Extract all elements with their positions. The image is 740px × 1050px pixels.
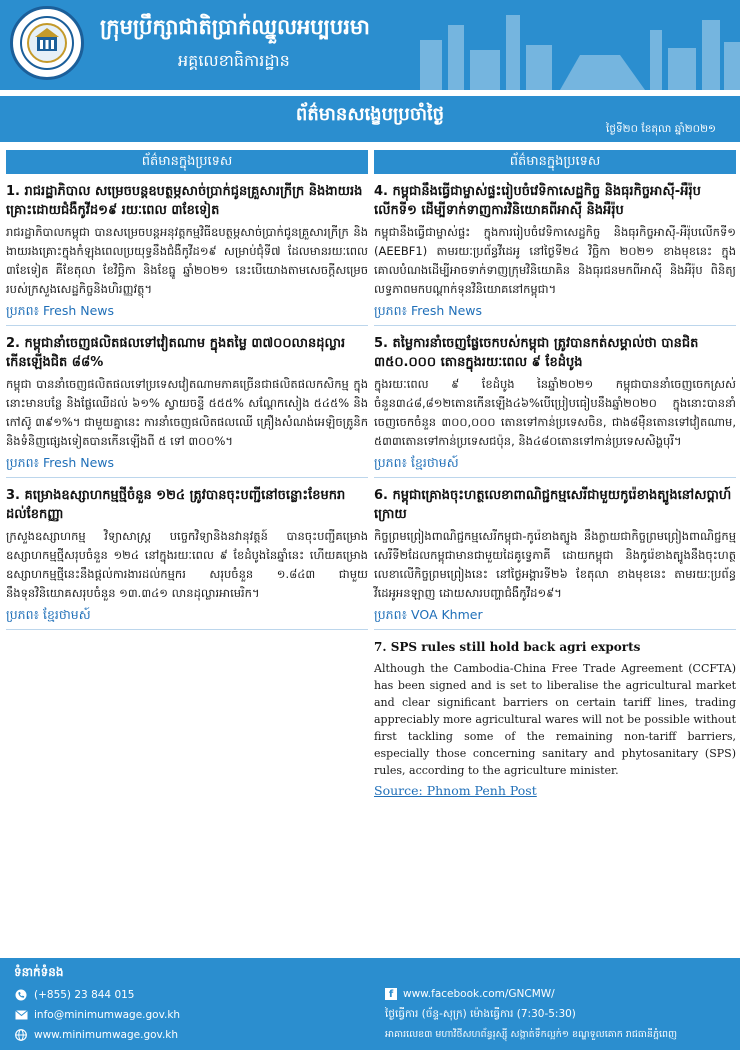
facebook-icon: f	[385, 988, 397, 1000]
article-source-link[interactable]: ប្រភព៖ VOA Khmer	[374, 607, 736, 630]
facebook-contact	[385, 988, 555, 1000]
source-link-text[interactable]: Source: Phnom Penh Post	[374, 783, 537, 798]
news-article	[374, 334, 736, 478]
article-source-link[interactable]: ប្រភព៖ ខ្មែរថាមស៍	[6, 607, 368, 630]
email-icon	[14, 1008, 28, 1022]
article-title: 7. SPS rules still hold back agri exports	[374, 640, 641, 654]
column-heading: ព័ត៌មានក្នុងប្រទេស	[6, 150, 368, 174]
org-subtitle: អគ្គលេខាធិការដ្ឋាន	[178, 51, 290, 70]
article-title: 5. តម្លៃការនាំចេញផ្លែចេកបស់កម្ពុជា ត្រូវបានកត់សម្គាល់ថា បានជិត ៣៥០.០០០ តោនក្នុងរយៈពេល ៩ ខែដំបូង	[374, 336, 699, 370]
news-article	[374, 486, 736, 630]
phone-contact	[14, 988, 135, 1002]
article-title: 3. គម្រោងឧស្សាហកម្មថ្មីចំនួន ១២៤ ត្រូវបានចុះបញ្ជីនៅចន្លោះខែមករា ដល់ខែកញ្ញា	[6, 488, 346, 522]
article-body: Although the Cambodia-China Free Trade Agreement (CCFTA) has been signed and is set to liberalise the agricultural market and clear significant barriers on certain tariff lines, trading appreciably more agricultural wares will not be possible without first tackling some of the remaining non-tariff barriers, especially those concerning sanitary and phytosanitary (SPS) rules, according to the agriculture minister.	[374, 662, 736, 777]
email-address[interactable]: info@minimumwage.gov.kh	[34, 1009, 181, 1021]
phone-number[interactable]: (+855) 23 844 015	[34, 989, 135, 1001]
ministry-logo	[10, 6, 84, 80]
news-article	[6, 486, 368, 630]
globe-icon	[14, 1028, 28, 1042]
working-hours	[385, 1008, 576, 1023]
article-title: 2. កម្ពុជានាំចេញផលិតផលទៅវៀតណាម ក្នុងតម្លៃ ៣៧០០លានដុល្លារ កើនឡើងជិត ៨៨%	[6, 336, 346, 370]
article-body: ក្រសួងឧស្សាហកម្ម វិទ្យាសាស្ត្រ បច្ចេកវិទ្យានិងនវានុវត្តន៍ បានចុះបញ្ជីគម្រោងឧស្សាហកម្មថ្មីសរុបចំនួន ១២៤ នៅក្នុងរយៈពេល ៩ ខែដំបូងនៃឆ្នាំនេះ ហើយគម្រោងឧស្សាហកម្មថ្មីនេះនឹងផ្តល់ការងារដល់កម្មករ សរុបចំនួន ១.៨៤៣ ជាមួយនឹងទុនវិនិយោគសរុបចំនួន ១៣.៣៤១ លានដុល្លារអាមេរិក។	[6, 529, 368, 600]
news-article	[374, 182, 736, 326]
header	[0, 0, 740, 90]
article-title: 1. រាជរដ្ឋាភិបាល សម្រេចបន្តឧបត្ថម្ភសាច់ប្រាក់ជូនគ្រួសារក្រីក្រ និងងាយរងគ្រោះដោយជំងឺកូវីដ១៩ រយៈពេល ៣ខែទៀត	[6, 184, 363, 218]
phone-icon	[14, 988, 28, 1002]
news-article	[6, 334, 368, 478]
article-title: 6. កម្ពុជាគ្រោងចុះហត្ថលេខាពាណិជ្ជកម្មសេរីជាមួយកូរ៉េខាងត្បូងនៅសប្តាហ៍ក្រោយ	[374, 488, 732, 522]
article-body: កម្ពុជានឹងធ្វើជាម្ចាស់ផ្ទះ ក្នុងការរៀបចំវេទិកាសេដ្ឋកិច្ច និងធុរកិច្ចអាស៊ី-អឺរ៉ុបលើកទី១ (AEEBF1) តាមរយៈប្រព័ន្ធវីដេអូ នៅថ្ងៃទី២៤ វិច្ឆិកា ២០២១ ខាងមុខនេះ ក្នុងគោលបំណងដើម្បីអាចទាក់ទាញក្រុមវិនិយោគិន និងធុរជនមកពីអាស៊ី និងអឺរ៉ុប ពិនិត្យលទ្ធភាពមកបណ្តាក់ទុនវិនិយោគនៅកម្ពុជា។	[374, 225, 736, 296]
article-source-link[interactable]: ប្រភព៖ Fresh News	[6, 455, 368, 478]
banner	[0, 96, 740, 142]
bulletin-title: ព័ត៌មានសង្ខេបប្រចាំថ្ងៃ	[295, 104, 445, 125]
right-column	[374, 150, 736, 809]
column-heading: ព័ត៌មានក្នុងប្រទេស	[374, 150, 736, 174]
contact-heading: ទំនាក់ទំនង	[14, 965, 64, 979]
office-address-text: អាគារលេខ៣ មហាវិថីសហព័ន្ធរុស្ស៊ី សង្កាត់ទឹកល្អក់១ ខណ្ឌទួលគោក រាជធានីភ្នំពេញ	[385, 1029, 678, 1040]
article-source-link[interactable]: ប្រភព៖ Fresh News	[6, 303, 368, 326]
article-source-link[interactable]: ប្រភព៖ ខ្មែរថាមស៍	[374, 455, 736, 478]
office-address	[385, 1028, 677, 1042]
article-source-link[interactable]: ប្រភព៖ Fresh News	[374, 303, 736, 326]
left-column	[6, 150, 368, 638]
footer	[0, 958, 740, 1050]
website-contact	[14, 1028, 178, 1042]
article-source-link[interactable]	[374, 783, 736, 801]
article-title: 4. កម្ពុជានឹងធ្វើជាម្ចាស់ផ្ទះរៀបចំវេទិកាសេដ្ឋកិច្ច និងធុរកិច្ចអាស៊ី-អឺរ៉ុបលើកទី១ ដើម្បីទាក់ទាញការវិនិយោគពីអាស៊ី និងអឺរ៉ុប	[374, 184, 701, 218]
news-article	[374, 638, 736, 801]
article-body: ក្នុងរយៈពេល ៩ ខែដំបូង នៃឆ្នាំ២០២១ កម្ពុជាបាននាំចេញចេកស្រស់ចំនួន៣៤៨,៨១២តោនកើនឡើង៤៦%បើប្រៀបធៀបនឹងឆ្នាំ២០២០ ក្នុងនោះបាននាំចេញចេកចំនួន ៣០០,០០០ តោនទៅកាន់ប្រទេសចិន, ជាង៨ម៉ឺនតោនទៅវៀតណាម, ៥៣៣តោនទៅកាន់ប្រទេសជប៉ុន, និង៤៨០តោនទៅកាន់ប្រទេសសិង្ហបុរី។	[374, 377, 736, 448]
article-body: រាជរដ្ឋាភិបាលកម្ពុជា បានសម្រេចបន្តអនុវត្តកម្មវិធីឧបត្ថម្ភសាច់ប្រាក់ជូនគ្រួសារក្រីក្រ និងងាយរងគ្រោះក្នុងកំឡុងពេលប្រយុទ្ធនឹងជំងឺកូវីដ១៩ សម្រាប់ជុំទី៧ ដែលមានរយៈពេល ៣ខែទៀត គឺខែតុលា ខែវិច្ឆិកា និងខែធ្នូ ឆ្នាំ២០២១ នេះបើយោងតាមសេចក្តីសម្រេចរបស់ក្រសួងសេដ្ឋកិច្ចនិងហិរញ្ញវត្ថុ។	[6, 225, 368, 296]
email-contact	[14, 1008, 180, 1022]
working-hours-text: ថ្ងៃធ្វើការ (ច័ន្ទ-សុក្រ) ម៉ោងធ្វើការ (7:30-5:30)	[385, 1008, 576, 1020]
article-body: កិច្ចព្រមព្រៀងពាណិជ្ជកម្មសេរីកម្ពុជា-កូរ៉េខាងត្បូង នឹងក្លាយជាកិច្ចព្រមព្រៀងពាណិជ្ជកម្មសេរីទី២ដែលកម្ពុជាមានជាមួយដៃគូទ្វេភាគី ដោយកម្ពុជា និងកូរ៉េខាងត្បូងនឹងចុះហត្ថលេខាលើកិច្ចព្រមព្រៀងនេះ នៅថ្ងៃអង្គារទី២៦ ខែតុលា ខាងមុខនេះ តាមរយៈប្រព័ន្ធវីដេអូអនឡាញ ដោយសារបញ្ហាជំងឺកូវីដ១៩។	[374, 529, 736, 600]
bulletin-date: ថ្ងៃទី២០ ខែតុលា ឆ្នាំ២០២១	[606, 123, 716, 135]
facebook-url[interactable]: www.facebook.com/GNCMW/	[403, 988, 555, 1000]
news-article	[6, 182, 368, 326]
skyline-illustration	[410, 0, 740, 90]
org-title: ក្រុមប្រឹក្សាជាតិប្រាក់ឈ្នួលអប្បបរមា	[100, 15, 370, 39]
article-body: កម្ពុជា បាននាំចេញផលិតផលទៅប្រទេសវៀតណាមភាគច្រើនជាផលិតផលកសិកម្ម ក្នុងនោះមានបន្លែ និងផ្លែឈើដល់ ៦១% ស្វាយចន្ទី ៥៥៥% សណ្តែកសៀង ៥៤៥% និងកៅស៊ូ ៣៩១%។ ជាមួយគ្នានេះ ការនាំចេញផលិតផលឈើ គ្រឿងសំណង់អេឡិចត្រូនិក និងទំនិញផ្សេងទៀតបានកើនឡើងពី ៥ ទៅ ៣០០%។	[6, 377, 368, 448]
website-url[interactable]: www.minimumwage.gov.kh	[34, 1029, 179, 1041]
